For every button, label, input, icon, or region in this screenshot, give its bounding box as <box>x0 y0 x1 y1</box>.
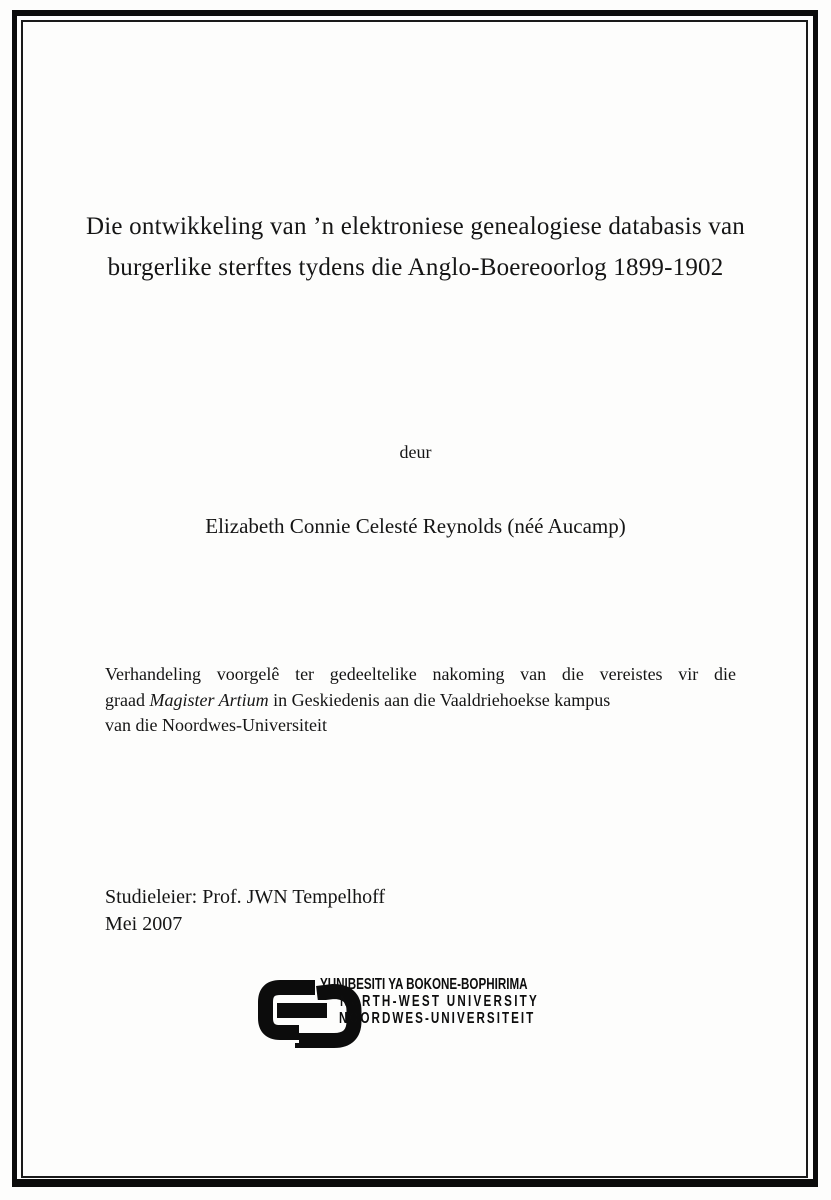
date-line: Mei 2007 <box>105 913 183 935</box>
degree-statement-line-1: Verhandeling voorgelê ter gedeeltelike nakoming van die vereistes vir die <box>105 664 736 684</box>
footer-block <box>105 884 385 938</box>
degree-statement <box>105 662 736 739</box>
degree-statement-line-2 <box>105 688 736 714</box>
university-name-setswana: YUNIBESITI YA BOKONE-BOPHIRIMA <box>320 976 528 993</box>
university-name-block <box>320 976 605 1027</box>
degree-name-italic: Magister Artium <box>149 689 269 710</box>
thesis-title-line-2: burgerlike sterftes tydens die Anglo-Boereoorlog 1899-1902 <box>107 254 724 281</box>
author-name: Elizabeth Connie Celesté Reynolds (néé Aucamp) <box>205 514 626 538</box>
university-name-english: NORTH-WEST UNIVERSITY <box>340 993 540 1010</box>
supervisor-line: Studieleier: Prof. JWN Tempelhoff <box>105 886 386 908</box>
degree-statement-line-3: van die Noordwes-Universiteit <box>105 715 327 735</box>
thesis-title-line-1: Die ontwikkeling van ’n elektroniese genealogiese databasis van <box>86 213 745 240</box>
byline-preposition: deur <box>399 442 432 462</box>
thesis-title <box>70 206 761 288</box>
degree-statement-line-2-prefix: graad <box>105 689 150 710</box>
degree-statement-line-2-suffix: in Geskiedenis aan die Vaaldriehoekse kampus <box>268 689 611 710</box>
university-name-afrikaans: NOORDWES-UNIVERSITEIT <box>339 1010 536 1027</box>
